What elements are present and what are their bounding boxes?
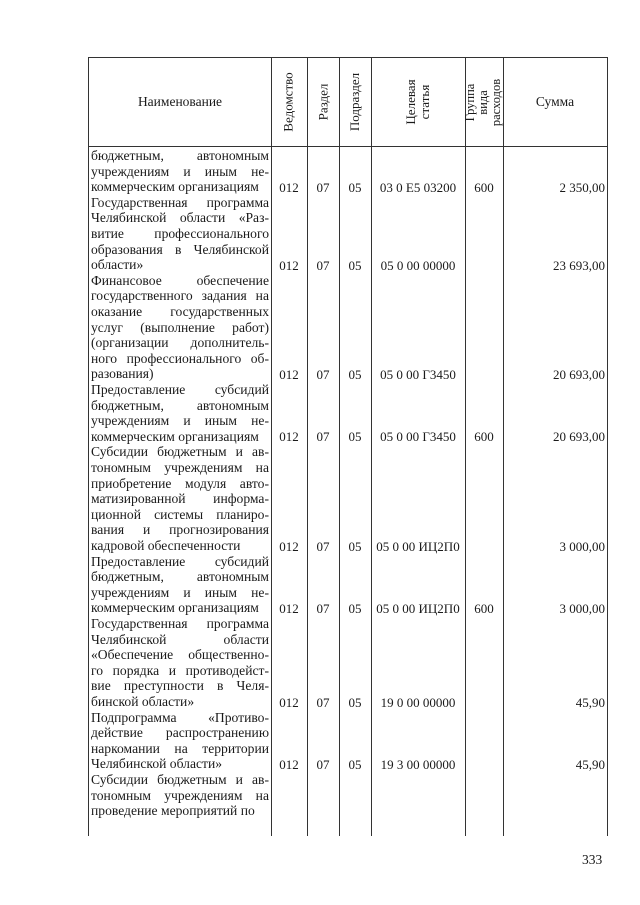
row-name-line: приобретение модуля авто- (91, 475, 269, 491)
row-amount: 3 000,00 (559, 538, 605, 554)
row-section: 07 (316, 756, 330, 772)
header-subsection-cell (339, 58, 371, 146)
row-amount: 20 693,00 (553, 366, 605, 382)
row-section: 07 (316, 694, 330, 710)
row-name-line: Субсидии бюджетным и ав- (91, 772, 269, 787)
row-name-line: учреждениям и иным не- (91, 413, 269, 429)
row-section: 07 (316, 538, 330, 554)
row-subsection: 05 (348, 429, 362, 445)
row-name-line: учреждениям и иным не- (91, 584, 269, 600)
column-divider (339, 58, 340, 836)
row-target-article: 05 0 00 Г3450 (380, 366, 456, 382)
row-name-line: Государственная программа (91, 194, 269, 210)
row-section: 07 (316, 429, 330, 445)
row-amount: 3 000,00 (559, 600, 605, 616)
row-name-line: тономным учреждениям на (91, 459, 269, 475)
row-amount: 2 350,00 (559, 179, 605, 195)
row-subsection: 05 (348, 600, 362, 616)
row-subsection: 05 (348, 257, 362, 273)
row-name (91, 616, 269, 710)
row-department: 012 (279, 257, 299, 273)
header-divider (89, 146, 607, 147)
row-name-line: области» (91, 257, 144, 273)
row-name-line: вие преступности в Челя- (91, 678, 269, 694)
row-name-line: государственного задания на (91, 288, 269, 304)
column-divider (465, 58, 466, 836)
row-name-line: действие распространению (91, 725, 269, 741)
row-subsection: 05 (348, 538, 362, 554)
header-name: Наименование (137, 94, 223, 109)
row-subsection: 05 (348, 179, 362, 195)
row-department: 012 (279, 600, 299, 616)
row-name (91, 382, 269, 444)
row-target-article: 05 0 00 00000 (380, 257, 456, 273)
row-name-line: витие профессионального (91, 225, 269, 241)
row-name-line: бюджетным, автономным (91, 148, 269, 163)
row-name (91, 710, 269, 772)
row-expense-group: 600 (474, 179, 494, 195)
row-name-line: вания и прогнозирования (91, 522, 269, 538)
row-name-line: Субсидии бюджетным и ав- (91, 444, 269, 460)
header-subsection: Подраздел (347, 72, 363, 132)
row-subsection: 05 (348, 756, 362, 772)
row-name-line: бюджетным, автономным (91, 397, 269, 413)
row-name-line: Предоставление субсидий (91, 553, 269, 569)
row-name (91, 554, 269, 616)
row-name-line: разования) (91, 366, 154, 382)
row-name (91, 195, 269, 273)
row-name-line: Финансовое обеспечение (91, 272, 269, 288)
row-name (91, 772, 269, 819)
row-name-line: оказание государственных (91, 303, 269, 319)
header-amount: Сумма (535, 94, 575, 109)
row-department: 012 (279, 429, 299, 445)
header-expense-group: Группа вида расходов (463, 78, 504, 126)
row-name (91, 148, 269, 195)
row-amount: 45,90 (575, 756, 605, 772)
row-amount: 23 693,00 (553, 257, 605, 273)
header-section: Раздел (315, 83, 330, 121)
header-section-cell (307, 58, 339, 146)
row-name-line: услуг (выполнение работ) (91, 319, 269, 335)
row-name-line: коммерческим организациям (91, 600, 259, 616)
row-name (91, 444, 269, 553)
row-amount: 45,90 (575, 694, 605, 710)
row-amount: 20 693,00 (553, 429, 605, 445)
row-name-line: Челябинской области «Раз- (91, 210, 269, 226)
row-department: 012 (279, 538, 299, 554)
row-target-article: 03 0 E5 03200 (379, 179, 457, 195)
row-section: 07 (316, 257, 330, 273)
row-name-line: коммерческим организациям (91, 428, 259, 444)
header-expense-group-cell (465, 58, 503, 146)
row-name-line: (организации дополнитель- (91, 335, 269, 351)
row-name-line: бинской области» (91, 693, 195, 709)
header-target-article: Целевая статья (403, 79, 432, 125)
row-name-line: Подпрограмма «Противо- (91, 709, 269, 725)
row-target-article: 19 0 00 00000 (380, 694, 456, 710)
row-expense-group: 600 (474, 600, 494, 616)
row-department: 012 (279, 756, 299, 772)
row-name-line: ного профессионального об- (91, 350, 269, 366)
row-name-line: ционной системы планиро- (91, 506, 269, 522)
row-name-line: Челябинской области (91, 631, 269, 647)
row-subsection: 05 (348, 366, 362, 382)
page-number: 333 (582, 852, 603, 867)
row-name-line: тономным учреждениям на (91, 787, 269, 803)
row-department: 012 (279, 366, 299, 382)
row-name-line: матизированной информа- (91, 491, 269, 507)
row-target-article: 19 3 00 00000 (380, 756, 456, 772)
row-name (91, 273, 269, 382)
column-divider (271, 58, 272, 836)
header-department: Ведомство (281, 72, 296, 132)
row-name-line: Государственная программа (91, 616, 269, 631)
header-target-article-cell (371, 58, 465, 146)
column-divider (503, 58, 504, 836)
row-name-line: проведение мероприятий по (91, 803, 255, 819)
row-subsection: 05 (348, 694, 362, 710)
row-name-line: Предоставление субсидий (91, 382, 269, 397)
column-divider (371, 58, 372, 836)
row-section: 07 (316, 179, 330, 195)
header-department-cell (271, 58, 307, 146)
row-target-article: 05 0 00 ИЦ2П0 (376, 538, 460, 554)
row-name-line: го порядка и противодейст- (91, 662, 269, 678)
row-name-line: коммерческим организациям (91, 179, 259, 195)
row-target-article: 05 0 00 Г3450 (380, 429, 456, 445)
row-name-line: бюджетным, автономным (91, 569, 269, 585)
row-name-line: кадровой обеспеченности (91, 537, 241, 553)
row-department: 012 (279, 694, 299, 710)
row-section: 07 (316, 600, 330, 616)
column-divider (307, 58, 308, 836)
row-expense-group: 600 (474, 429, 494, 445)
row-name-line: учреждениям и иным не- (91, 163, 269, 179)
row-name-line: «Обеспечение общественно- (91, 647, 269, 663)
row-target-article: 05 0 00 ИЦ2П0 (376, 600, 460, 616)
row-section: 07 (316, 366, 330, 382)
row-name-line: наркомании на территории (91, 740, 269, 756)
row-name-line: Челябинской области» (91, 756, 223, 772)
budget-table (88, 57, 608, 836)
row-department: 012 (279, 179, 299, 195)
row-name-line: образования в Челябинской (91, 241, 269, 257)
